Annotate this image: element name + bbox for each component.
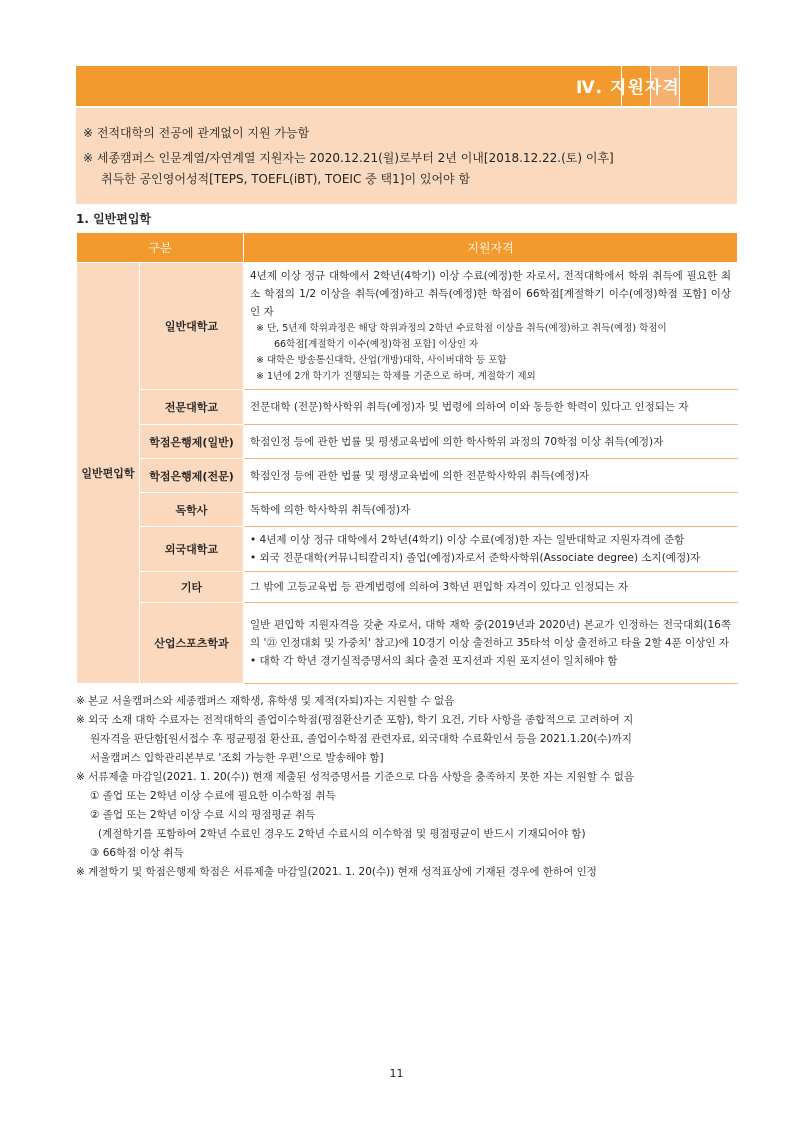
table-row — [77, 390, 738, 425]
header-category: 구분 — [77, 233, 244, 263]
type-cell: 전문대학교 — [140, 390, 244, 425]
table-row — [77, 459, 738, 493]
footnote: ※ 본교 서울캠퍼스와 세종캠퍼스 재학생, 휴학생 및 제적(자퇴)자는 지원할 수 없음 — [76, 695, 455, 707]
desc-text: 일반 편입학 지원자격을 갖춘 자로서, 대학 재학 중(2019년과 2020년) 본교가 인정하는 전국대회(16쪽의 '㉑ 인정대회 및 가중치' 참고)에 10경기 이상 출전하고 35타석 이상 출전하고 타율 2할 4푼 이상인 자 — [250, 619, 731, 649]
banner-block-4 — [709, 66, 737, 106]
type-cell: 학점은행제(일반) — [140, 425, 244, 459]
header-qualification: 지원자격 — [244, 233, 738, 263]
bullet-text: • 4년제 이상 정규 대학에서 2학년(4학기) 이상 수료(예정)한 자는 일반대학교 지원자격에 준함 — [250, 534, 685, 546]
type-cell: 일반대학교 — [140, 263, 244, 390]
desc-cell — [244, 263, 738, 390]
notice-box — [76, 108, 737, 204]
table-row — [77, 603, 738, 684]
desc-cell: 전문대학 (전문)학사학위 취득(예정)자 및 법령에 의하여 이와 동등한 학력이 있다고 인정되는 자 — [244, 390, 738, 425]
bullet-text: • 대학 각 학년 경기실적증명서의 최다 출전 포지션과 지원 포지션이 일치해야 함 — [250, 655, 618, 667]
table-row — [77, 493, 738, 527]
desc-cell: 학점인정 등에 관한 법률 및 평생교육법에 의한 학사학위 과정의 70학점 이상 취득(예정)자 — [244, 425, 738, 459]
bullet-text: • 외국 전문대학(커뮤니티칼리지) 졸업(예정)자로서 준학사학위(Associate degree) 소지(예정)자 — [250, 552, 701, 564]
note-text: ※ 대학은 방송통신대학, 산업(개방)대학, 사이버대학 등 포함 — [256, 355, 507, 366]
footnote: (계절학기를 포함하여 2학년 수료인 경우도 2학년 수료시의 이수학점 및 평점평균이 반드시 기재되어야 함) — [98, 828, 586, 840]
notice-line-2: ※ 세종캠퍼스 인문계열/자연계열 지원자는 2020.12.21(월)로부터 2년 이내[2018.12.22.(토) 이후] — [83, 151, 614, 165]
banner-block-3 — [680, 66, 708, 106]
desc-cell — [244, 527, 738, 572]
footnote: ② 졸업 또는 2학년 이상 수료 시의 평점평균 취득 — [90, 809, 316, 821]
page-number: 11 — [389, 1067, 404, 1080]
section-heading: 1. 일반편입학 — [76, 212, 152, 226]
table-row — [77, 572, 738, 603]
footnote: ※ 계절학기 및 학점은행제 학점은 서류제출 마감일(2021. 1. 20(수)) 현재 성적표상에 기재된 경우에 한하여 인정 — [76, 866, 597, 878]
table-row — [77, 425, 738, 459]
note-text: ※ 1년에 2개 학기가 진행되는 학제를 기준으로 하며, 계절학기 제외 — [256, 371, 536, 382]
footnote: ※ 외국 소재 대학 수료자는 전적대학의 졸업이수학점(평점환산기준 포함), 학기 요건, 기타 사항을 종합적으로 고려하여 지 — [76, 714, 634, 726]
note-text: 66학점[계절학기 이수(예정)학점 포함] 이상인 자 — [274, 339, 479, 350]
table-row — [77, 527, 738, 572]
banner-bar — [76, 66, 621, 106]
footnote: ③ 66학점 이상 취득 — [90, 847, 184, 859]
type-cell: 산업스포츠학과 — [140, 603, 244, 684]
desc-cell: 학점인정 등에 관한 법률 및 평생교육법에 의한 전문학사학위 취득(예정)자 — [244, 459, 738, 493]
category-cell: 일반편입학 — [77, 263, 140, 684]
footnote: ① 졸업 또는 2학년 이상 수료에 필요한 이수학점 취득 — [90, 790, 336, 802]
table-row — [77, 263, 738, 390]
type-cell: 기타 — [140, 572, 244, 603]
type-cell: 학점은행제(전문) — [140, 459, 244, 493]
qualification-table — [76, 232, 738, 684]
notice-line-1: ※ 전적대학의 전공에 관계없이 지원 가능함 — [83, 126, 310, 140]
note-text: ※ 단, 5년제 학위과정은 해당 학위과정의 2학년 수료학점 이상을 취득(예정)하고 취득(예정) 학점이 — [256, 323, 667, 334]
type-cell: 외국대학교 — [140, 527, 244, 572]
type-cell: 독학사 — [140, 493, 244, 527]
desc-text: 4년제 이상 정규 대학에서 2학년(4학기) 이상 수료(예정)한 자로서, 전적대학에서 학위 취득에 필요한 최소 학점의 1/2 이상을 취득(예정)하고 취득(예정)한 학점이 66학점[계절학기 이수(예정)학점 포함] 이상인 자 — [250, 270, 731, 318]
section-title-banner: Ⅳ. 지원자격 — [576, 78, 680, 98]
notice-line-3: 취득한 공인영어성적[TEPS, TOEFL(iBT), TOEIC 중 택1]이 있어야 함 — [101, 172, 471, 186]
footnote: 서울캠퍼스 입학관리본부로 '조회 가능한 우편'으로 발송해야 함] — [90, 752, 384, 764]
desc-cell — [244, 603, 738, 684]
footnote: 원자격을 판단함[원서접수 후 평균평점 환산표, 졸업이수학점 관련자료, 외국대학 수료확인서 등을 2021.1.20(수)까지 — [90, 733, 632, 745]
footnote: ※ 서류제출 마감일(2021. 1. 20(수)) 현재 제출된 성적증명서를 기준으로 다음 사항을 충족하지 못한 자는 지원할 수 없음 — [76, 771, 635, 783]
desc-cell: 그 밖에 고등교육법 등 관계법령에 의하여 3학년 편입학 자격이 있다고 인정되는 자 — [244, 572, 738, 603]
section-banner — [76, 66, 737, 106]
desc-cell: 독학에 의한 학사학위 취득(예정)자 — [244, 493, 738, 527]
table-header-row — [77, 233, 738, 263]
footnotes — [76, 692, 737, 882]
